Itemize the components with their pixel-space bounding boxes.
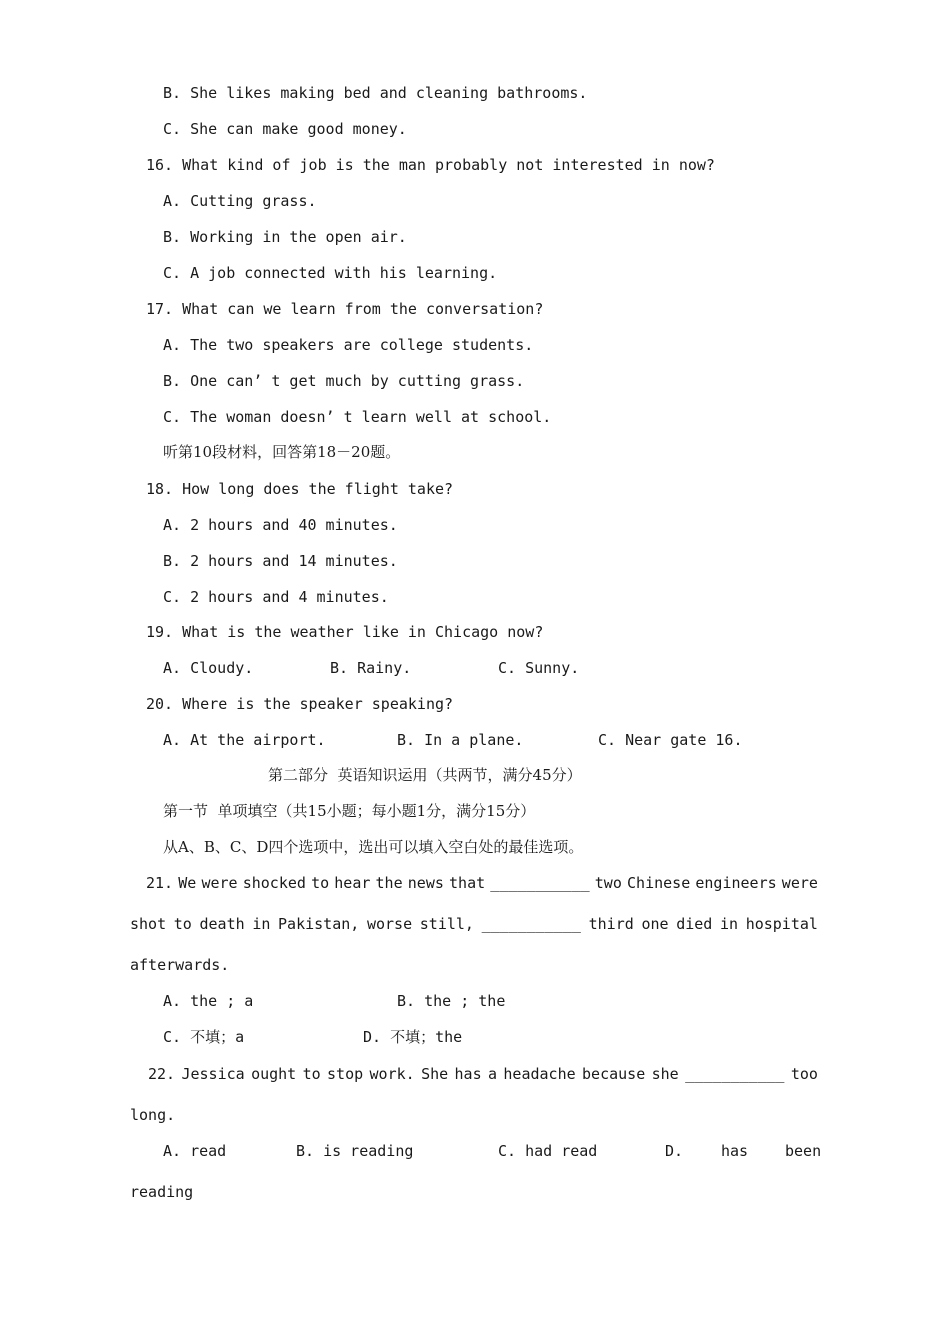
q16-option-a: A. Cutting grass. bbox=[163, 192, 317, 210]
instruction-text: 从A、B、C、D四个选项中，选出可以填入空白处的最佳选项。 bbox=[163, 838, 584, 856]
q21-option-b: B. the ; the bbox=[397, 992, 506, 1010]
word: stop bbox=[327, 1065, 364, 1083]
word: 22. bbox=[148, 1065, 176, 1083]
q20-option-b: B. In a plane. bbox=[397, 731, 524, 749]
word: Pakistan, bbox=[278, 915, 360, 933]
answer-blank: ___________ bbox=[490, 874, 590, 892]
q19-stem: 19. What is the weather like in Chicago now? bbox=[146, 623, 544, 641]
word: in bbox=[719, 915, 739, 933]
word: to bbox=[173, 915, 192, 933]
word: She bbox=[421, 1065, 449, 1083]
q15-option-c: C. She can make good money. bbox=[163, 120, 407, 138]
q19-option-b: B. Rainy. bbox=[330, 659, 412, 677]
q20-stem: 20. Where is the speaker speaking? bbox=[146, 695, 454, 713]
q20-options bbox=[163, 730, 763, 750]
word: worse bbox=[366, 915, 413, 933]
q18-option-b: B. 2 hours and 14 minutes. bbox=[163, 552, 398, 570]
q21-stem-line-3: afterwards. bbox=[130, 956, 230, 974]
q22-option-d-label: D. bbox=[665, 1142, 684, 1160]
word: one bbox=[641, 915, 669, 933]
q20-option-c: C. Near gate 16. bbox=[598, 731, 743, 749]
q18-stem: 18. How long does the flight take? bbox=[146, 480, 454, 498]
word: she bbox=[651, 1065, 679, 1083]
word: Jessica bbox=[181, 1065, 245, 1083]
word: because bbox=[582, 1065, 646, 1083]
q18-option-a: A. 2 hours and 40 minutes. bbox=[163, 516, 398, 534]
word: death bbox=[199, 915, 245, 933]
word: hear bbox=[334, 874, 371, 892]
word: We bbox=[178, 874, 197, 892]
word: still, bbox=[419, 915, 474, 933]
q16-stem: 16. What kind of job is the man probably not interested in now? bbox=[146, 156, 715, 174]
word: has bbox=[454, 1065, 482, 1083]
word: shot bbox=[130, 915, 167, 933]
q21-option-c: C. 不填；a bbox=[163, 1028, 245, 1046]
word: that bbox=[449, 874, 486, 892]
answer-blank: ___________ bbox=[481, 915, 581, 933]
q21-stem-line-2 bbox=[130, 914, 818, 934]
word: news bbox=[407, 874, 444, 892]
q17-stem: 17. What can we learn from the conversation? bbox=[146, 300, 544, 318]
word: hospital bbox=[745, 915, 818, 933]
word: in bbox=[252, 915, 271, 933]
q19-options bbox=[163, 658, 663, 678]
q21-options-row-1 bbox=[163, 991, 663, 1011]
word: the bbox=[375, 874, 403, 892]
q21-option-a: A. the ; a bbox=[163, 992, 254, 1010]
word: two bbox=[594, 874, 622, 892]
answer-blank: ___________ bbox=[685, 1065, 785, 1083]
word: 21. bbox=[146, 874, 174, 892]
word: to bbox=[311, 874, 330, 892]
q22-stem-line-1 bbox=[148, 1064, 818, 1084]
q22-stem-line-2: long. bbox=[130, 1106, 176, 1124]
word: were bbox=[201, 874, 238, 892]
q22-option-d-word: has bbox=[721, 1142, 749, 1160]
q18-option-c: C. 2 hours and 4 minutes. bbox=[163, 588, 389, 606]
q15-option-b: B. She likes making bed and cleaning bathrooms. bbox=[163, 84, 588, 102]
word: too bbox=[790, 1065, 818, 1083]
q22-option-c: C. had read bbox=[498, 1142, 598, 1160]
word: headache bbox=[503, 1065, 576, 1083]
word: to bbox=[302, 1065, 321, 1083]
q21-stem-line-1 bbox=[146, 873, 818, 893]
word: shocked bbox=[242, 874, 306, 892]
q21-option-d: D. 不填；the bbox=[363, 1028, 463, 1046]
q17-option-a: A. The two speakers are college students. bbox=[163, 336, 534, 354]
q16-option-c: C. A job connected with his learning. bbox=[163, 264, 498, 282]
q20-option-a: A. At the airport. bbox=[163, 731, 326, 749]
q19-option-c: C. Sunny. bbox=[498, 659, 580, 677]
q19-option-a: A. Cloudy. bbox=[163, 659, 254, 677]
word: died bbox=[676, 915, 713, 933]
word: ought bbox=[251, 1065, 297, 1083]
word: engineers bbox=[695, 874, 777, 892]
word: third bbox=[588, 915, 634, 933]
section-10-instruction: 听第10段材料，回答第18－20题。 bbox=[163, 443, 401, 461]
q22-option-a: A. read bbox=[163, 1142, 227, 1160]
q16-option-b: B. Working in the open air. bbox=[163, 228, 407, 246]
q21-options-row-2 bbox=[163, 1027, 663, 1047]
word: Chinese bbox=[627, 874, 691, 892]
q17-option-b: B. One can’ t get much by cutting grass. bbox=[163, 372, 525, 390]
q22-option-d-continued: reading bbox=[130, 1183, 194, 1201]
q22-options bbox=[163, 1141, 823, 1161]
part-two-title: 第二部分 英语知识运用（共两节，满分45分） bbox=[268, 766, 582, 784]
word: were bbox=[781, 874, 818, 892]
q22-option-b: B. is reading bbox=[296, 1142, 414, 1160]
word: a bbox=[488, 1065, 498, 1083]
section-one-title: 第一节 单项填空（共15小题；每小题1分，满分15分） bbox=[163, 802, 536, 820]
word: work. bbox=[369, 1065, 415, 1083]
q22-option-d-word: been bbox=[785, 1142, 822, 1160]
q17-option-c: C. The woman doesn’ t learn well at school. bbox=[163, 408, 552, 426]
